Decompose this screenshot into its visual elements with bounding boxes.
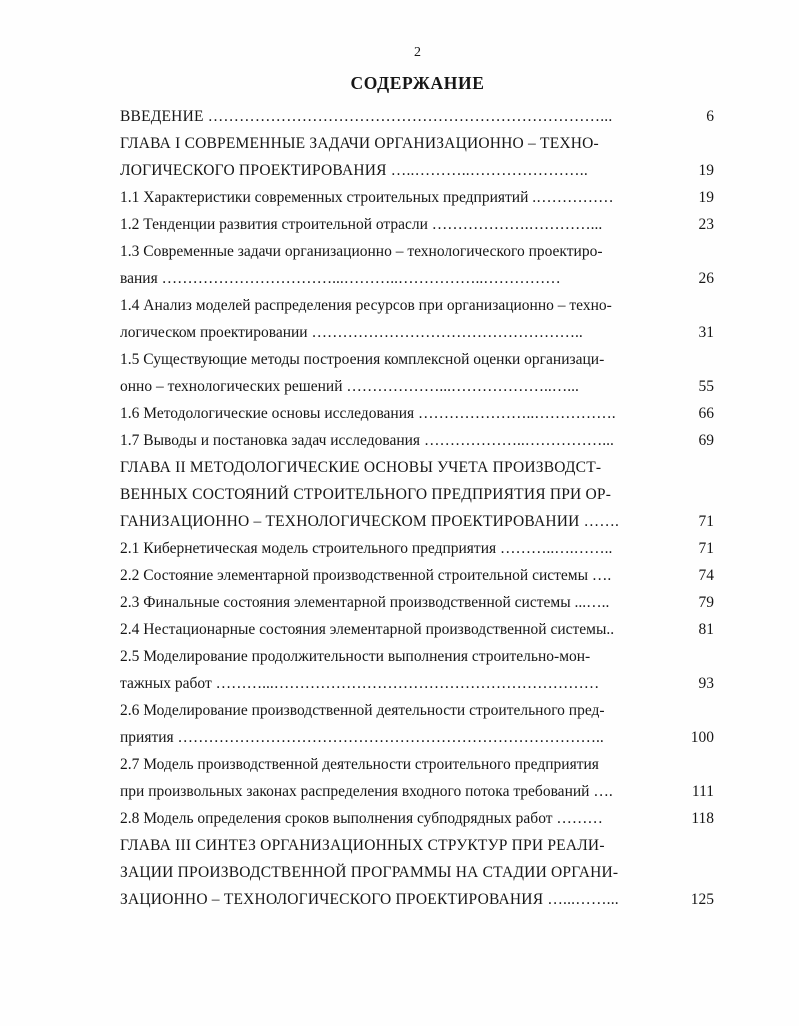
toc-entry-text bbox=[120, 454, 669, 535]
toc-entry-text bbox=[120, 238, 669, 292]
toc-entry-text bbox=[120, 184, 669, 211]
toc-entry-text bbox=[120, 832, 669, 913]
toc-entry-page: 23 bbox=[698, 216, 714, 233]
toc-entry bbox=[120, 292, 715, 346]
toc-entry-page: 81 bbox=[698, 621, 714, 638]
toc-entry-page: 19 bbox=[698, 189, 714, 206]
toc-entry-line: ГАНИЗАЦИОННО – ТЕХНОЛОГИЧЕСКОМ ПРОЕКТИРОВАНИИ ……. bbox=[120, 513, 620, 530]
toc-entry-line: ЗАЦИИ ПРОИЗВОДСТВЕННОЙ ПРОГРАММЫ НА СТАДИИ ОРГАНИ- bbox=[120, 864, 619, 881]
toc-entry-line: 1.5 Существующие методы построения комплексной оценки организаци- bbox=[120, 351, 605, 368]
toc-entry-line: ГЛАВА III СИНТЕЗ ОРГАНИЗАЦИОННЫХ СТРУКТУР ПРИ РЕАЛИ- bbox=[120, 837, 605, 854]
toc-entry-text bbox=[120, 292, 669, 346]
toc-entry-text bbox=[120, 535, 669, 562]
toc-entry-line: логическом проектировании …………………………………………….. bbox=[120, 324, 583, 341]
toc-entry-line: ВЕННЫХ СОСТОЯНИЙ СТРОИТЕЛЬНОГО ПРЕДПРИЯТИЯ ПРИ ОР- bbox=[120, 486, 612, 503]
toc-entry bbox=[120, 103, 715, 130]
toc-entry-line: приятия ……………………………………………………………………….. bbox=[120, 729, 604, 746]
toc-entry bbox=[120, 427, 715, 454]
toc-entry bbox=[120, 805, 715, 832]
toc-entry bbox=[120, 562, 715, 589]
toc-entry-line: 1.4 Анализ моделей распределения ресурсов при организационно – техно- bbox=[120, 297, 612, 314]
toc-entry bbox=[120, 346, 715, 400]
toc-entry bbox=[120, 535, 715, 562]
toc-entry-page: 79 bbox=[698, 594, 714, 611]
toc-entry bbox=[120, 454, 715, 535]
toc-entry-line: ГЛАВА II МЕТОДОЛОГИЧЕСКИЕ ОСНОВЫ УЧЕТА ПРОИЗВОДСТ- bbox=[120, 459, 602, 476]
toc-entry-line: 2.2 Состояние элементарной производственной строительной системы …. bbox=[120, 567, 612, 584]
toc-entry-text bbox=[120, 562, 669, 589]
toc-entry-text bbox=[120, 616, 669, 643]
toc-entry-line: 2.7 Модель производственной деятельности строительного предприятия bbox=[120, 756, 599, 773]
toc-entry-page: 71 bbox=[698, 513, 714, 530]
toc-entry-line: тажных работ ………...……………………………………………………… bbox=[120, 675, 600, 692]
toc-entry-page: 31 bbox=[698, 324, 714, 341]
toc-entry-page: 6 bbox=[706, 108, 714, 125]
toc-entry-line: 2.3 Финальные состояния элементарной производственной системы ...….. bbox=[120, 594, 610, 611]
toc-entry-page: 74 bbox=[698, 567, 714, 584]
page-number: 2 bbox=[414, 45, 421, 60]
toc-entry-page: 125 bbox=[690, 891, 714, 908]
toc-entry-page: 55 bbox=[698, 378, 714, 395]
toc-entry-text bbox=[120, 130, 669, 184]
toc-entry bbox=[120, 616, 715, 643]
toc-entry-line: 2.8 Модель определения сроков выполнения субподрядных работ ……… bbox=[120, 810, 603, 827]
toc-entry bbox=[120, 697, 715, 751]
toc-entry-page: 100 bbox=[690, 729, 714, 746]
toc-entry-line: ЗАЦИОННО – ТЕХНОЛОГИЧЕСКОГО ПРОЕКТИРОВАНИЯ …...……... bbox=[120, 891, 619, 908]
toc-entry-page: 69 bbox=[698, 432, 714, 449]
toc-entry-text bbox=[120, 346, 669, 400]
toc-entry-page: 19 bbox=[698, 162, 714, 179]
toc-entry-line: 1.2 Тенденции развития строительной отрасли ……………….…………... bbox=[120, 216, 603, 233]
toc-entry bbox=[120, 589, 715, 616]
toc-entry-page: 93 bbox=[698, 675, 714, 692]
toc-entry-line: 1.6 Методологические основы исследования …………………..……………. bbox=[120, 405, 616, 422]
toc-entry-page: 66 bbox=[698, 405, 714, 422]
toc-entry-line: 1.1 Характеристики современных строительных предприятий .…………… bbox=[120, 189, 614, 206]
toc-entry bbox=[120, 184, 715, 211]
toc-entry-text bbox=[120, 643, 669, 697]
toc-entry-text bbox=[120, 427, 669, 454]
toc-entry bbox=[120, 832, 715, 913]
toc-entry-text bbox=[120, 103, 669, 130]
toc-entry-line: ГЛАВА I СОВРЕМЕННЫЕ ЗАДАЧИ ОРГАНИЗАЦИОННО – ТЕХНО- bbox=[120, 135, 599, 152]
toc-entry-page: 111 bbox=[691, 783, 714, 800]
toc-entry-text bbox=[120, 697, 669, 751]
toc-entry-line: ВВЕДЕНИЕ …………………………………………………………………... bbox=[120, 108, 613, 125]
toc-entry bbox=[120, 130, 715, 184]
toc-entry-line: онно – технологических решений ………………...………………..…... bbox=[120, 378, 579, 395]
toc-entry-line: 2.5 Моделирование продолжительности выполнения строительно-мон- bbox=[120, 648, 591, 665]
toc-entry bbox=[120, 211, 715, 238]
toc-entry-page: 118 bbox=[691, 810, 714, 827]
toc-entry-line: ЛОГИЧЕСКОГО ПРОЕКТИРОВАНИЯ …..………..………………….. bbox=[120, 162, 588, 179]
toc-entry bbox=[120, 643, 715, 697]
toc-entry-line: 1.7 Выводы и постановка задач исследования ………………..……………... bbox=[120, 432, 614, 449]
toc-entry bbox=[120, 238, 715, 292]
toc-entry bbox=[120, 751, 715, 805]
toc-title: СОДЕРЖАНИЕ bbox=[350, 73, 485, 93]
toc-entry bbox=[120, 400, 715, 427]
toc-entry-text bbox=[120, 589, 669, 616]
toc-entry-text bbox=[120, 211, 669, 238]
toc-entry-page: 26 bbox=[698, 270, 714, 287]
toc-entry-line: при произвольных законах распределения входного потока требований …. bbox=[120, 783, 613, 800]
toc-entry-text bbox=[120, 805, 669, 832]
toc-entry-page: 71 bbox=[698, 540, 714, 557]
toc-entry-line: 2.1 Кибернетическая модель строительного предприятия ………..….…….. bbox=[120, 540, 613, 557]
toc-list bbox=[120, 103, 715, 913]
toc-entry-text bbox=[120, 400, 669, 427]
toc-entry-line: 2.4 Нестационарные состояния элементарной производственной системы.. bbox=[120, 621, 615, 638]
toc-entry-line: 2.6 Моделирование производственной деятельности строительного пред- bbox=[120, 702, 605, 719]
toc-entry-text bbox=[120, 751, 669, 805]
toc-entry-line: вания ……………………………...………..……………..…………… bbox=[120, 270, 561, 287]
toc-entry-line: 1.3 Современные задачи организационно – технологического проектиро- bbox=[120, 243, 603, 260]
